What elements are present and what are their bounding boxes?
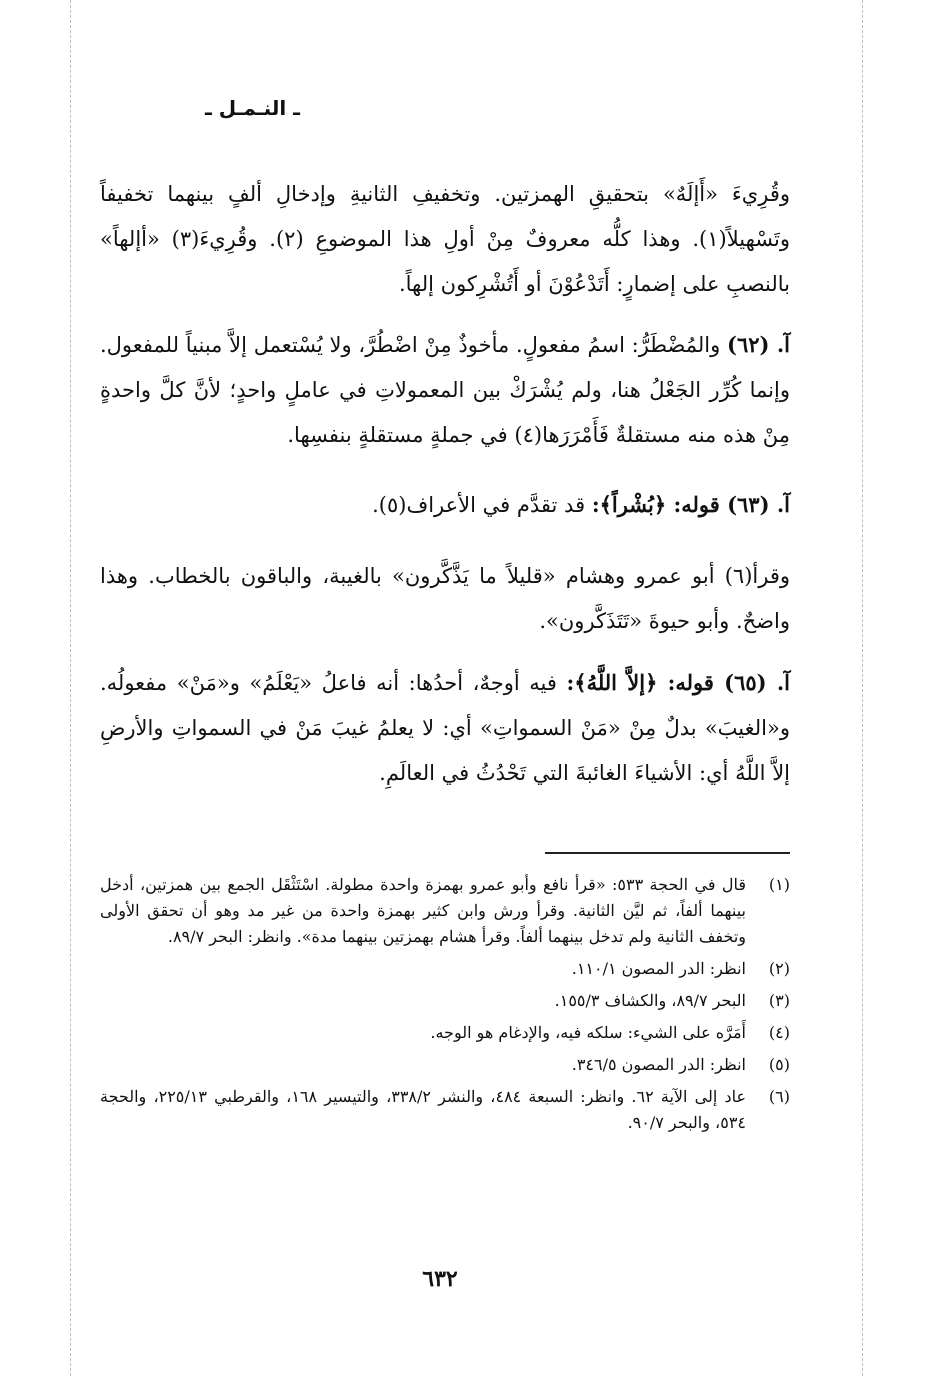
verse-63-text: قد تقدَّم في الأعراف(٥). [372,493,586,517]
footnote-text: أَمَرَّه على الشيء: سلكه فيه، والإدغام هو الوجه. [430,1023,746,1042]
scan-edge-left [70,0,71,1376]
verse-65-text: فيه أوجهٌ، أحدُها: أنه فاعلُ «يَعْلَمُ» و«مَنْ» مفعولُه. و«الغيبَ» بدلٌ مِنْ «مَنْ السمواتِ» أي: لا يعلمُ غيبَ مَنْ في السمواتِ والأرضِ إلاَّ اللَّهُ أي: الأشياءَ الغائبةَ التي تَحْدُثُ في العالَمِ. [100,671,790,785]
readings-text: وقرأ(٦) أبو عمرو وهشام «قليلاً ما يَذَّكَّرون» بالغيبة، والباقون بالخطاب. وهذا واضحٌ. وأبو حيوةَ «تَتَذَكَّرون». [100,564,790,633]
footnotes [100,872,790,1142]
footnote-text: قال في الحجة ٥٣٣: «قرأ نافع وأبو عمرو بهمزة واحدة مطولة. اسْتَثْقَل الجمع بين همزتين، أدخل بينهما ألفاً، ثم ليَّن الثانية. وقرأ ورش وابن كثير بهمزة واحدة من غير مد وهو أن تحقق الأولى وتخفف الثانية ولم تدخل بينهما ألفاً. وقرأ هشام بهمزتين بينهما مدة». وانظر: البحر ٨٩/٧. [100,875,746,946]
verse-65-heading: آ. (٦٥) قوله: ﴿إلاَّ اللَّهُ﴾: [566,670,790,695]
footnote-divider [545,852,790,854]
footnote-text: البحر ٨٩/٧، والكشاف ١٥٥/٣. [554,991,746,1010]
footnote-4 [100,1020,790,1046]
footnote-number: (٦) [768,1087,790,1106]
footnote-1 [100,872,790,950]
footnote-number: (٢) [768,959,790,978]
footnote-number: (٥) [768,1055,790,1074]
paragraph-1 [100,172,790,307]
footnote-text: انظر: الدر المصون ٣٤٦/٥. [571,1055,746,1074]
verse-62-text: والمُضْطَرُّ: اسمُ مفعولٍ. مأخوذٌ مِنْ اضْطُرَّ، ولا يُسْتعمل إلاَّ مبنياً للمفعول. وإنما كُرِّر الجَعْلُ هنا، ولم يُشْرَكْ بين المعمولاتِ في عاملٍ واحدٍ؛ لأنَّ كلَّ واحدةٍ مِنْ هذه منه مستقلةٌ فَأَمْرَرَها(٤) في جملةٍ مستقلةٍ بنفسِها. [100,333,790,447]
paragraph-readings [100,554,790,644]
footnote-text: انظر: الدر المصون ١١٠/١. [571,959,746,978]
footnote-number: (٤) [768,1023,790,1042]
footnote-text: عاد إلى الآية ٦٢. وانظر: السبعة ٤٨٤، والنشر ٣٣٨/٢، والتيسير ١٦٨، والقرطبي ٢٢٥/١٣، والحجة ٥٣٤، والبحر ٩٠/٧. [100,1087,746,1132]
footnote-number: (٣) [768,991,790,1010]
footnote-3 [100,988,790,1014]
page-number: ٦٣٢ [422,1266,458,1292]
footnote-2 [100,956,790,982]
paragraph-verse-62 [100,322,790,458]
scan-edge-right [862,0,863,1376]
paragraph-1-text: وقُرِيءَ «أَإلَهٌ» بتحقيقِ الهمزتين. وتخفيفِ الثانيةِ وإدخالِ ألفٍ بينهما تخفيفاً وتَسْهيلاً(١). وهذا كلُّه معروفٌ مِنْ أولِ هذا الموضوعِ (٢). وقُرِيءَ(٣) «أإلهاً» بالنصبِ على إضمارٍ: أَتَدْعُوْنَ أو أَتُشْرِكون إلهاً. [100,182,790,296]
footnote-6 [100,1084,790,1136]
verse-62-heading: آ. (٦٢) [727,332,790,357]
paragraph-verse-63 [100,482,790,528]
running-head: ـ النـمـل ـ [204,96,300,120]
verse-63-heading: آ. (٦٣) قوله: ﴿بُشْراً﴾: [591,492,790,517]
paragraph-verse-65 [100,660,790,796]
footnote-number: (١) [768,875,790,894]
footnote-5 [100,1052,790,1078]
